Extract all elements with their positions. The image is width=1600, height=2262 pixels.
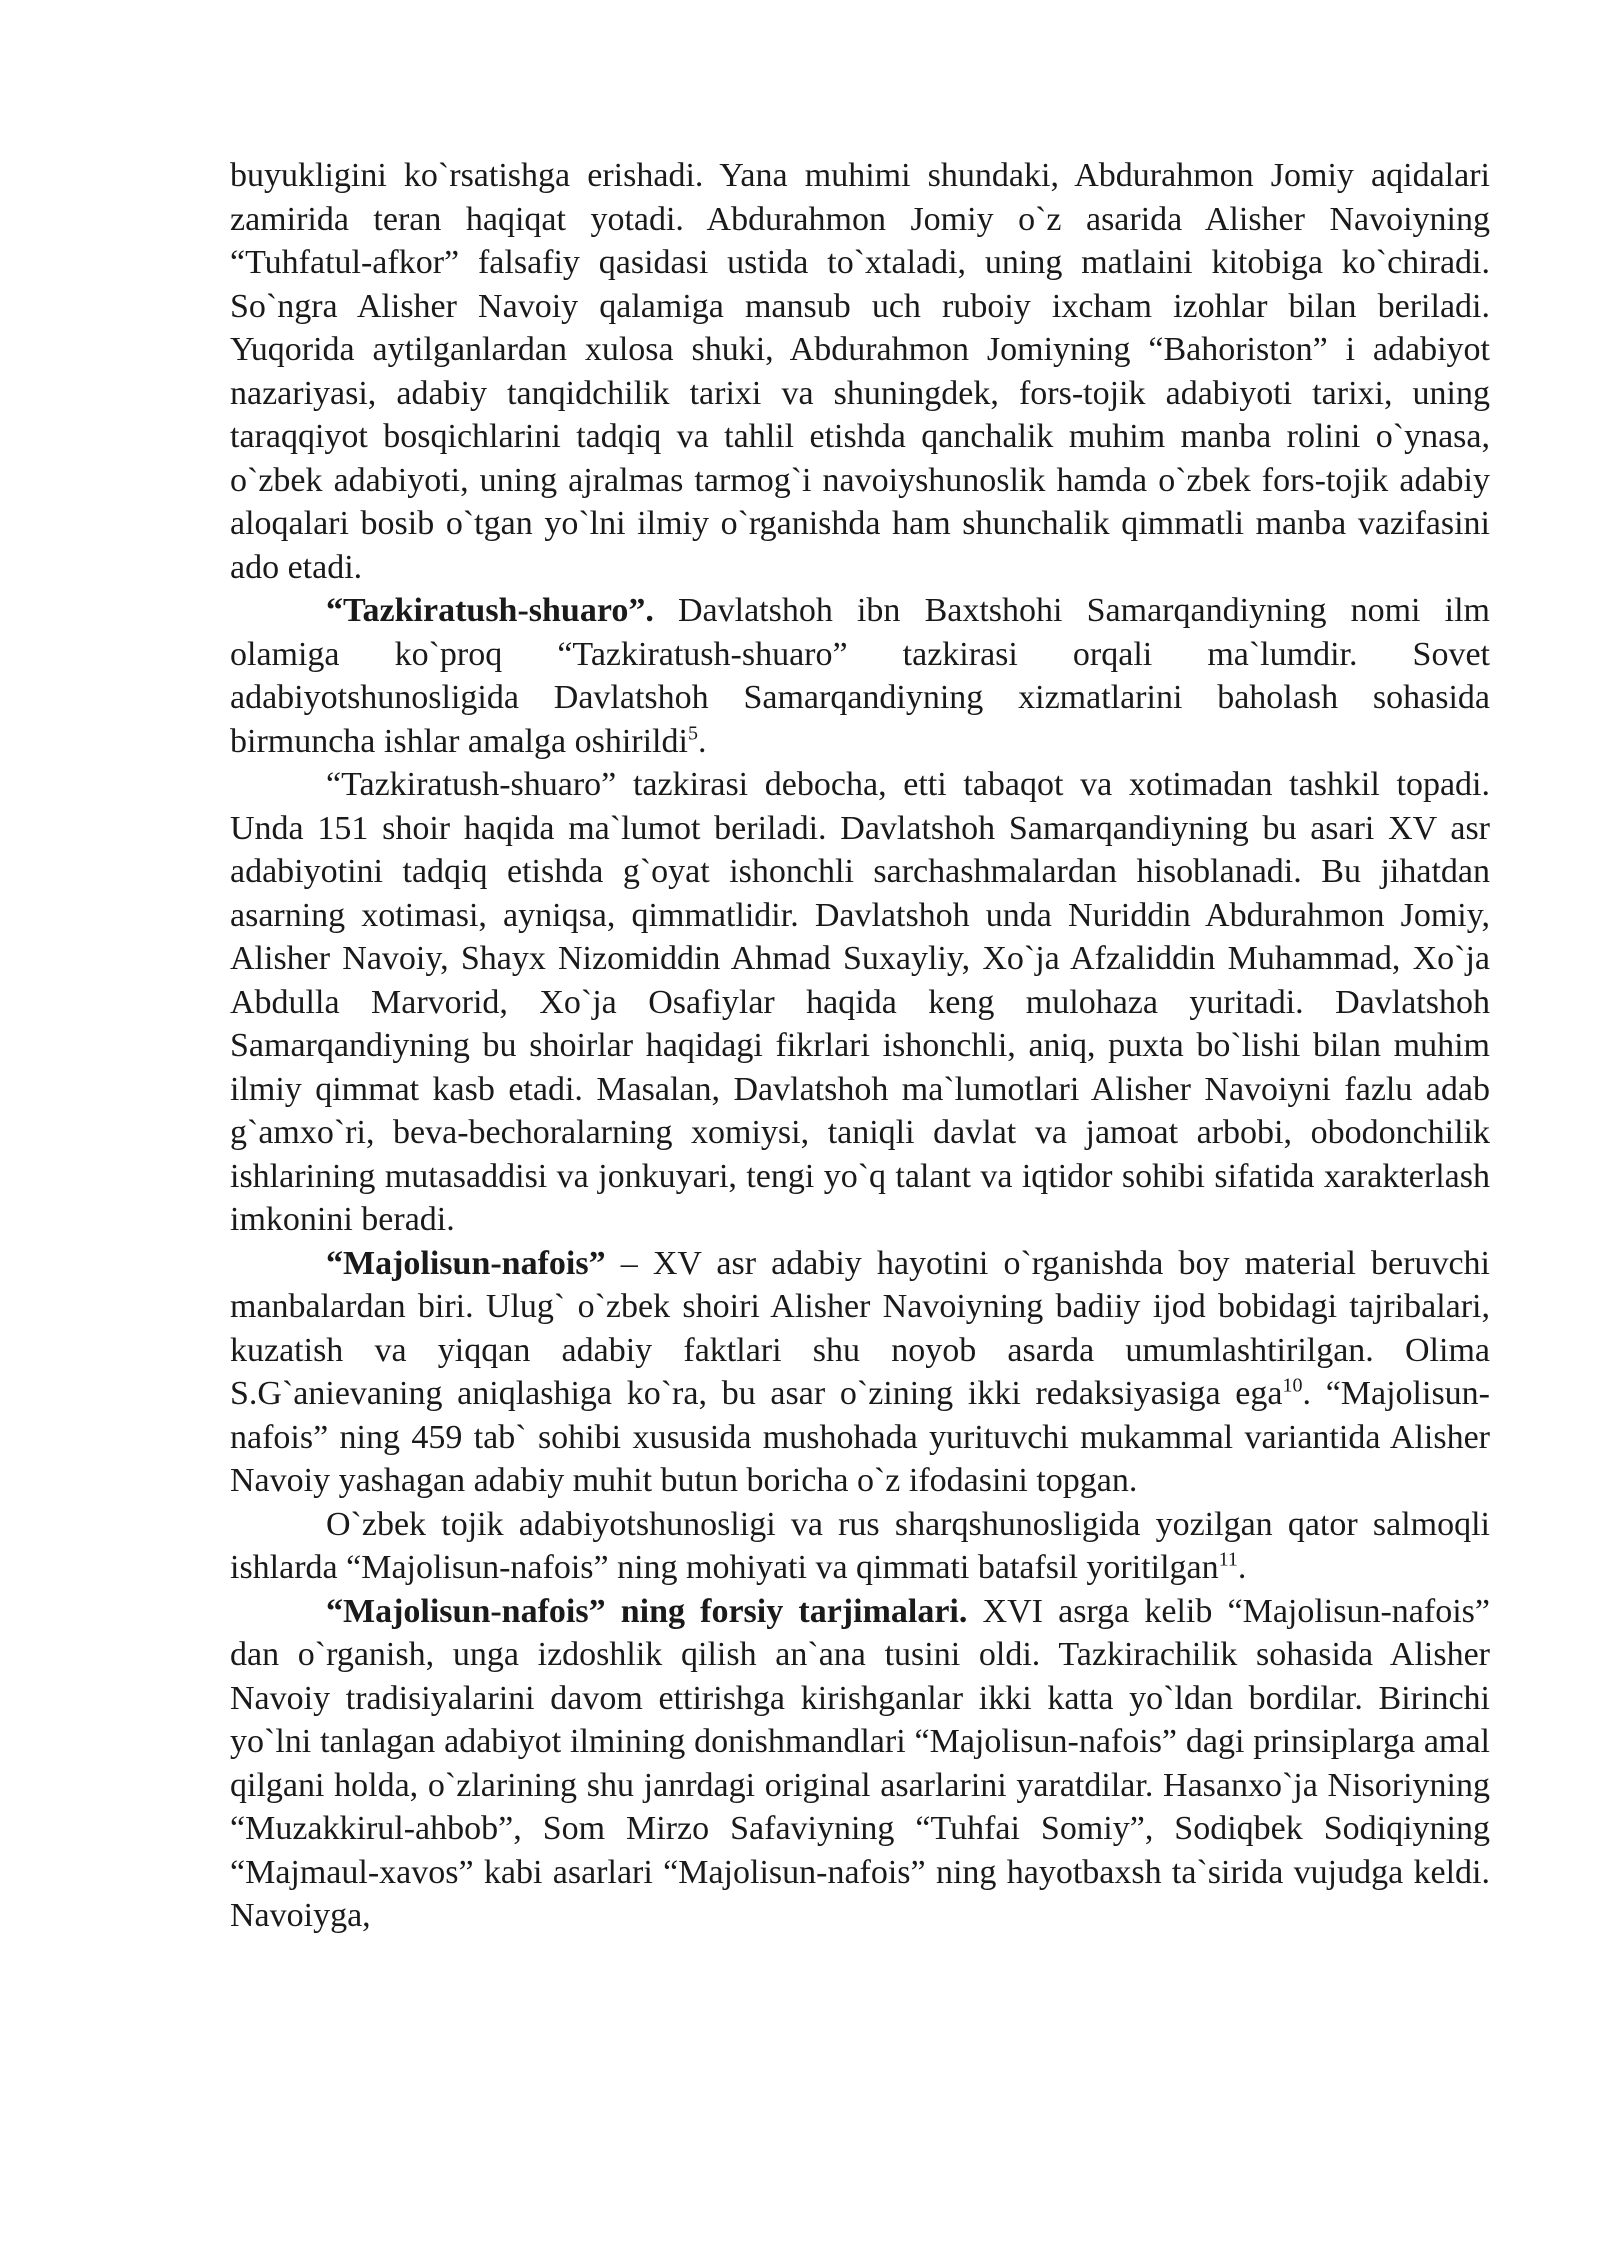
footnote-ref[interactable]: 5 xyxy=(687,722,698,745)
paragraph-text: “Tazkiratush-shuaro” tazkirasi debocha, etti tabaqot va xotimadan tashkil topadi. Unda 151 shoir haqida ma`lumot beriladi. Davlatshoh Samarqandiyning bu asari XV asr adabiyotini tadqiq etishda g`oyat ishonchli sarchashmalardan hisoblanadi. Bu jihatdan asarning xotimasi, ayniqsa, qimmatlidir. Davlatshoh unda Nuriddin Abdurahmon Jomiy, Alisher Navoiy, Shayx Nizomiddin Ahmad Suxayliy, Xo`ja Afzaliddin Muhammad, Xo`ja Abdulla Marvorid, Xo`ja Osafiylar haqida keng mulohaza yuritadi. Davlatshoh Samarqandiyning bu shoirlar haqidagi fikrlari ishonchli, aniq, puxta bo`lishi bilan muhim ilmiy qimmat kasb etadi. Masalan, Davlatshoh ma`lumotlari Alisher Navoiyni fazlu adab g`amxo`ri, beva-bechoralarning xomiysi, taniqli davlat va jamoat arbobi, obodonchilik ishlarining mutasaddisi va jonkuyari, tengi yo`q talant va iqtidor sohibi sifatida xarakterlash imkonini beradi. xyxy=(230,766,1490,1238)
paragraph-tail: . “Majolisun-nafois” ning 459 tab` sohibi xususida mushohada yurituvchi mukammal variantida Alisher Navoiy yashagan adabiy muhit butun boricha o`z ifodasini topgan. xyxy=(230,1375,1490,1499)
paragraph-text: Davlatshoh ibn Baxtshohi Samarqandiyning nomi ilm olamiga ko`proq “Tazkiratush-shuaro” tazkirasi orqali ma`lumdir. Sovet adabiyotshunosligida Davlatshoh Samarqandiyning xizmatlarini baholash sohasida birmuncha ishlar amalga oshirildi xyxy=(230,592,1490,760)
document-page xyxy=(230,154,1490,1938)
section-heading: “Tazkiratush-shuaro”. xyxy=(326,592,654,629)
paragraph-tazkira-structure xyxy=(230,763,1490,1242)
paragraph-tail: . xyxy=(697,722,707,760)
paragraph-majolisun-nafois xyxy=(230,1242,1490,1503)
paragraph-tazkiratush-shuaro xyxy=(230,589,1490,763)
section-heading: “Majolisun-nafois” ning forsiy tarjimalari. xyxy=(326,1592,968,1630)
paragraph-text: buyukligini ko`rsatishga erishadi. Yana muhimi shundaki, Abdurahmon Jomiy aqidalari zamirida teran haqiqat yotadi. Abdurahmon Jomiy o`z asarida Alisher Navoiyning “Tuhfatul-afkor” falsafiy qasidasi ustida to`xtaladi, uning matlaini kitobiga ko`chiradi. So`ngra Alisher Navoiy qalamiga mansub uch ruboiy ixcham izohlar bilan beriladi. Yuqorida aytilganlardan xulosa shuki, Abdurahmon Jomiyning “Bahoriston” i adabiyot nazariyasi, adabiy tanqidchilik tarixi va shuningdek, fors-tojik adabiyoti tarixi, uning taraqqiyot bosqichlarini tadqiq va tahlil etishda qanchalik muhim manba rolini o`ynasa, o`zbek adabiyoti, uning ajralmas tarmog`i navoiyshunoslik hamda o`zbek fors-tojik adabiy aloqalari bosib o`tgan yo`lni ilmiy o`rganishda ham shunchalik qimmatli manba vazifasini ado etadi. xyxy=(230,157,1490,586)
paragraph-tail: . xyxy=(1237,1549,1247,1586)
paragraph-text: XVI asrga kelib “Majolisun-nafois” dan o`rganish, unga izdoshlik qilish an`ana tusini oldi. Tazkirachilik sohasida Alisher Navoiy tradisiyalarini davom ettirishga kirishganlar ikki katta yo`ldan bordilar. Birinchi yo`lni tanlagan adabiyot ilmining donishmandlari “Majolisun-nafois” dagi prinsiplarga amal qilgani holda, o`zlarining shu janrdagi original asarlarini yaratdilar. Hasanxo`ja Nisoriyning “Muzakkirul-ahbob”, Som Mirzo Safaviyning “Tuhfai Somiy”, Sodiqbek Sodiqiyning “Majmaul-xavos” kabi asarlari “Majolisun-nafois” ning hayotbaxsh ta`sirida vujudga keldi. Navoiyga, xyxy=(230,1592,1490,1934)
paragraph-forsiy-tarjimalar xyxy=(230,1590,1490,1938)
paragraph-adabiyotshunoslik xyxy=(230,1503,1490,1590)
footnote-ref[interactable]: 10 xyxy=(1282,1374,1303,1397)
paragraph-jomiy-bahoriston xyxy=(230,154,1490,589)
paragraph-text: – XV asr adabiy hayotini o`rganishda boy material beruvchi manbalardan biri. Ulug` o`zbek shoiri Alisher Navoiyning badiiy ijod bobidagi tajribalari, kuzatish va yiqqan adabiy faktlari shu noyob asarda umumlashtirilgan. Olima S.G`anievaning aniqlashiga ko`ra, bu asar o`zining ikki redaksiyasiga ega xyxy=(230,1244,1490,1412)
paragraph-text: O`zbek tojik adabiyotshunosligi va rus sharqshunosligida yozilgan qator salmoqli ishlarda “Majolisun-nafois” ning mohiyati va qimmati batafsil yoritilgan xyxy=(230,1505,1490,1586)
section-heading: “Majolisun-nafois” xyxy=(326,1244,606,1282)
footnote-ref[interactable]: 11 xyxy=(1218,1548,1238,1571)
